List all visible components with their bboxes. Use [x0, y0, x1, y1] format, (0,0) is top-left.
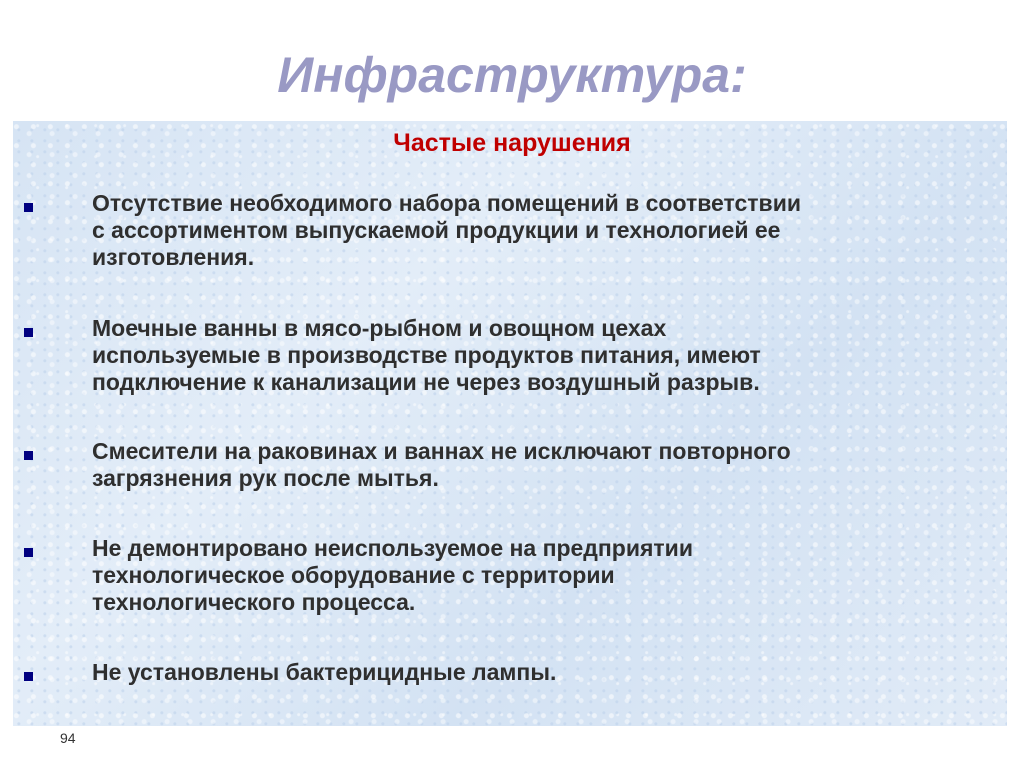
bullet-square-icon: [24, 328, 33, 337]
list-item-text: Моечные ванны в мясо-рыбном и овощном цехах используемые в производстве продуктов питания, имеют подключение к канализации не через воздушный разрыв.: [92, 315, 761, 395]
bullet-square-icon: [24, 548, 33, 557]
slide-title: Инфраструктура:: [277, 47, 747, 103]
page-number: 94: [60, 730, 76, 746]
bullet-square-icon: [24, 672, 33, 681]
list-item-text: Отсутствие необходимого набора помещений в соответствии с ассортиментом выпускаемой продукции и технологией ее изготовления.: [92, 190, 801, 270]
bullet-square-icon: [24, 203, 33, 212]
slide-subtitle: Частые нарушения: [393, 129, 631, 157]
list-item-text: Не демонтировано неиспользуемое на предприятии технологическое оборудование с территории технологического процесса.: [92, 535, 693, 615]
list-item-text: Смесители на раковинах и ваннах не исключают повторного загрязнения рук после мытья.: [92, 438, 791, 491]
bullet-square-icon: [24, 451, 33, 460]
list-item-text: Не установлены бактерицидные лампы.: [92, 659, 557, 685]
